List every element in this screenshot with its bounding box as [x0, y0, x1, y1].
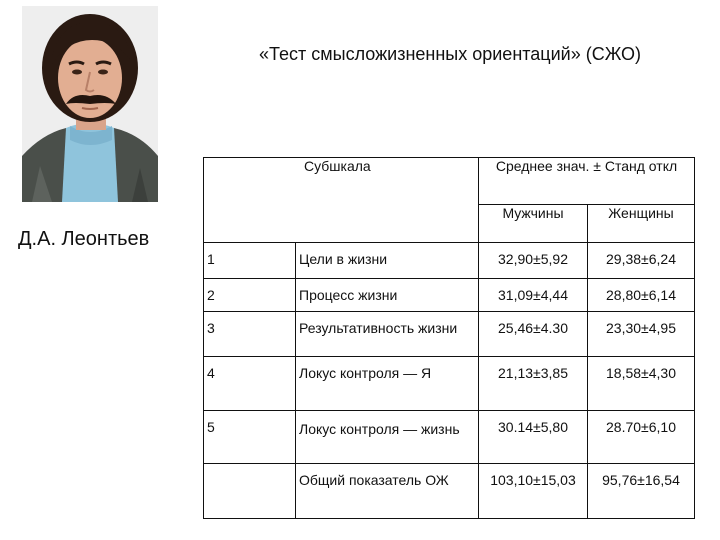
row-number: 2: [204, 279, 296, 312]
table-row: [204, 243, 695, 279]
row-men-value: 103,10±15,03: [479, 464, 588, 519]
row-number: 4: [204, 357, 296, 411]
slide-title: «Тест смысложизненных ориентаций» (СЖО): [259, 44, 641, 64]
row-men-value: 21,13±3,85: [479, 357, 588, 411]
row-number: [204, 464, 296, 519]
subscale-header: [204, 158, 479, 243]
table-row-total: [204, 464, 695, 519]
row-subscale: Результативность жизни: [296, 312, 479, 357]
results-table: [203, 157, 695, 519]
group-header: Среднее знач. ± Станд откл: [479, 158, 695, 205]
row-women-value: 29,38±6,24: [588, 243, 695, 279]
portrait-photo: [22, 6, 158, 202]
subscale-header-label: Субшкала: [304, 158, 371, 174]
table-header-row-1: [204, 158, 695, 205]
row-men-value: 32,90±5,92: [479, 243, 588, 279]
row-subscale: Процесс жизни: [296, 279, 479, 312]
row-women-value: 95,76±16,54: [588, 464, 695, 519]
row-women-value: 18,58±4,30: [588, 357, 695, 411]
row-subscale: Общий показатель ОЖ: [296, 464, 479, 519]
row-women-value: 28,80±6,14: [588, 279, 695, 312]
table-row: [204, 411, 695, 464]
row-men-value: 30.14±5,80: [479, 411, 588, 464]
table-row: [204, 357, 695, 411]
table-row: [204, 279, 695, 312]
row-women-value: 28.70±6,10: [588, 411, 695, 464]
row-men-value: 31,09±4,44: [479, 279, 588, 312]
author-name: Д.А. Леонтьев: [18, 228, 150, 250]
row-number: 5: [204, 411, 296, 464]
men-header: Мужчины: [479, 205, 588, 243]
table-row: [204, 312, 695, 357]
row-women-value: 23,30±4,95: [588, 312, 695, 357]
row-subscale: Локус контроля — жизнь: [296, 411, 479, 464]
row-number: 1: [204, 243, 296, 279]
row-number: 3: [204, 312, 296, 357]
row-men-value: 25,46±4.30: [479, 312, 588, 357]
row-subscale: Локус контроля — Я: [296, 357, 479, 411]
women-header: Женщины: [588, 205, 695, 243]
row-subscale: Цели в жизни: [296, 243, 479, 279]
